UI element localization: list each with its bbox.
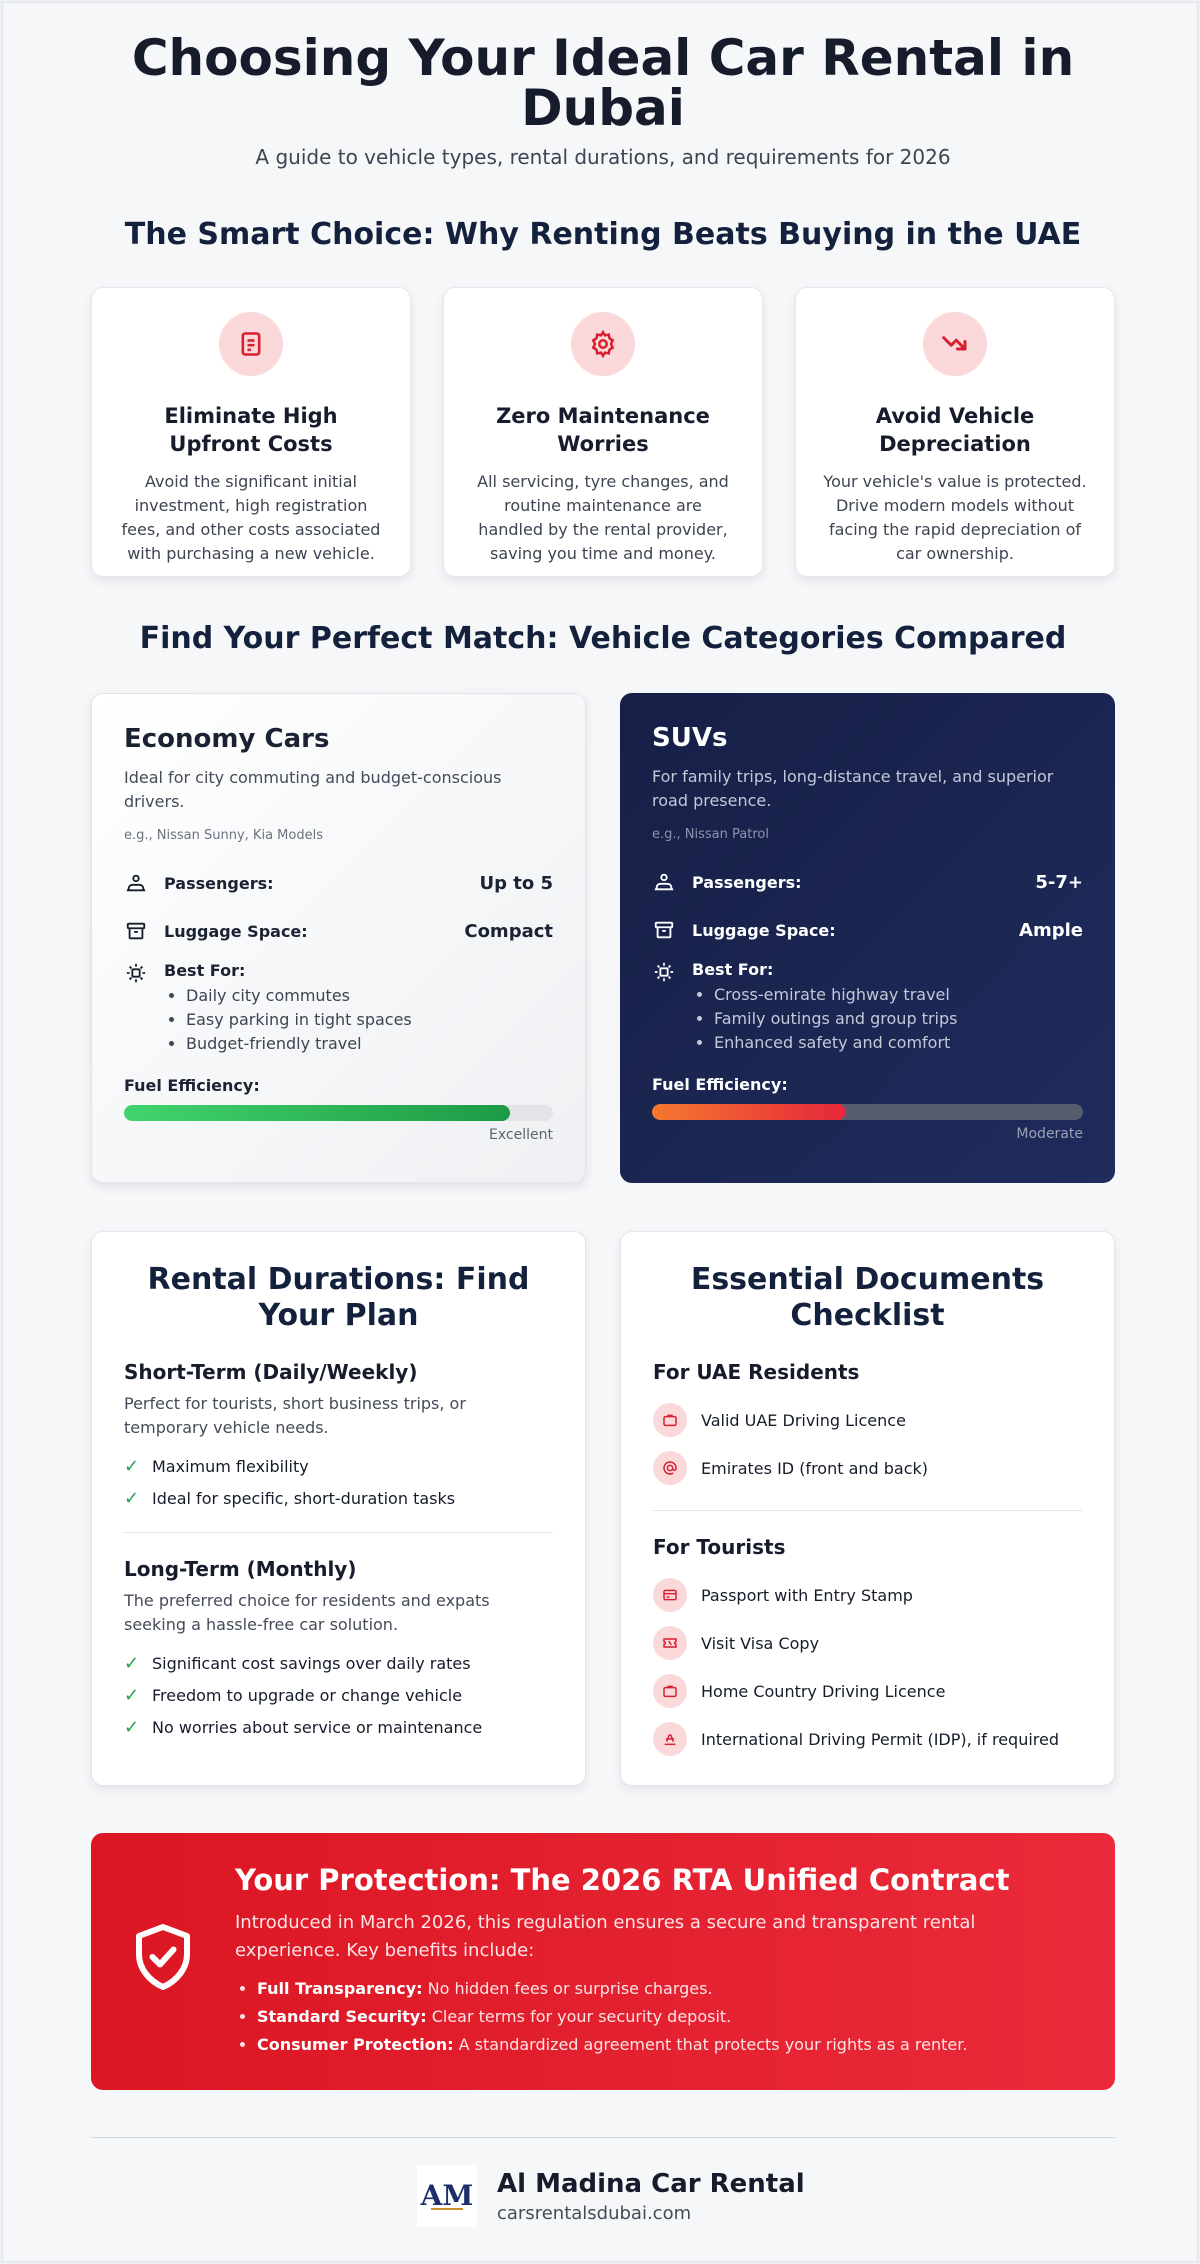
best-for-list [692, 983, 1083, 1055]
categories-section-title: Find Your Perfect Match: Vehicle Categories Compared [139, 621, 1067, 656]
list-item: • Enhanced safety and comfort [714, 1031, 1083, 1055]
luggage-icon [124, 919, 148, 943]
luggage-row [652, 906, 1083, 954]
passengers-icon [652, 870, 676, 894]
plan-point [124, 1679, 553, 1711]
fuel-label: Fuel Efficiency: [652, 1075, 788, 1094]
benefit-text: All servicing, tyre changes, and routine maintenance are handled by the rental provider, saving you time and money. [477, 472, 729, 563]
fuel-efficiency-fill [124, 1105, 510, 1121]
plan-point [124, 1647, 553, 1679]
best-for [124, 961, 553, 1056]
passengers-row [652, 858, 1083, 906]
page [2, 2, 1198, 2262]
benefit-text: Avoid the significant initial investment, high registration fees, and other costs associated with purchasing a new vehicle. [121, 472, 381, 563]
luggage-row [124, 907, 553, 955]
plan-description: The preferred choice for residents and expats seeking a hassle-free car solution. [124, 1591, 490, 1634]
brand-name: Al Madina Car Rental [497, 2168, 805, 2199]
benefit-text: Clear terms for your security deposit. [426, 2007, 732, 2026]
protection-intro: Introduced in March 2026, this regulation ensures a secure and transparent rental experience. Key benefits include: [235, 1912, 976, 1961]
why-section-title: The Smart Choice: Why Renting Beats Buying in the UAE [124, 217, 1082, 252]
card-icon [653, 1578, 687, 1612]
plan-point-text: Ideal for specific, short-duration tasks [152, 1488, 456, 1508]
benefit-label: Consumer Protection: [257, 2035, 454, 2054]
documents-checklist-card [620, 1231, 1115, 1786]
benefit-label: Standard Security: [257, 2007, 427, 2026]
trending-down-icon [923, 312, 987, 376]
check-icon: ✓ [124, 1716, 140, 1738]
fuel-efficiency-bar [124, 1105, 553, 1121]
document-item [653, 1444, 1082, 1492]
document-item [653, 1715, 1082, 1763]
hand-icon [653, 1722, 687, 1756]
plan-point [124, 1711, 553, 1743]
benefit-title: Eliminate High Upfront Costs [164, 404, 338, 456]
at-sign-icon [653, 1451, 687, 1485]
vehicle-example: e.g., Nissan Patrol [652, 827, 769, 842]
plan-description: Perfect for tourists, short business trips, or temporary vehicle needs. [124, 1394, 466, 1437]
benefit-text: A standardized agreement that protects your rights as a renter. [453, 2035, 968, 2054]
passengers-value: Up to 5 [479, 872, 553, 894]
plan-title: Short-Term (Daily/Weekly) [124, 1360, 418, 1384]
benefit-card-maintenance [443, 287, 763, 577]
document-label: Visit Visa Copy [701, 1633, 820, 1653]
list-item: • Daily city commutes [186, 984, 553, 1008]
fuel-label: Fuel Efficiency: [124, 1076, 260, 1095]
benefit-text: No hidden fees or surprise charges. [422, 1979, 713, 1998]
passengers-label: Passengers: [164, 873, 274, 893]
benefit-label: Full Transparency: [257, 1979, 423, 1998]
brand-url[interactable]: carsrentalsdubai.com [497, 2202, 692, 2224]
residents-title: For UAE Residents [653, 1360, 860, 1384]
divider [124, 1532, 553, 1533]
document-item [653, 1571, 1082, 1619]
passengers-value: 5-7+ [1035, 871, 1083, 893]
target-icon [124, 961, 148, 985]
document-label: Emirates ID (front and back) [701, 1458, 929, 1478]
list-item: • Budget-friendly travel [186, 1032, 553, 1056]
shield-check-icon [127, 1921, 199, 1993]
list-item: • Cross-emirate highway travel [714, 983, 1083, 1007]
brand-block [497, 2169, 805, 2224]
vehicle-card-economy [91, 693, 586, 1183]
benefit-card-costs [91, 287, 411, 577]
fuel-efficiency-fill [652, 1104, 846, 1120]
page-title: Choosing Your Ideal Car Rental in Dubai [131, 29, 1075, 137]
documents-title: Essential Documents Checklist [690, 1262, 1045, 1333]
best-for-list [164, 984, 553, 1056]
luggage-icon [652, 918, 676, 942]
durations-title: Rental Durations: Find Your Plan [147, 1262, 530, 1333]
protection-banner [91, 1833, 1115, 2090]
list-item [257, 2031, 1085, 2059]
tourists-title: For Tourists [653, 1535, 786, 1559]
document-label: Passport with Entry Stamp [701, 1585, 913, 1605]
check-icon: ✓ [124, 1684, 140, 1706]
document-label: International Driving Permit (IDP), if required [701, 1729, 1059, 1749]
document-item [653, 1667, 1082, 1715]
vehicle-description: Ideal for city commuting and budget-conscious drivers. [124, 768, 502, 811]
plan-title: Long-Term (Monthly) [124, 1557, 357, 1581]
best-for-label: Best For: [164, 961, 246, 980]
target-icon [652, 960, 676, 984]
check-icon: ✓ [124, 1652, 140, 1674]
receipt-icon [219, 312, 283, 376]
benefit-title: Zero Maintenance Worries [496, 404, 710, 456]
list-item: • Family outings and group trips [714, 1007, 1083, 1031]
document-item [653, 1619, 1082, 1667]
passengers-label: Passengers: [692, 872, 802, 892]
fuel-rating: Excellent [489, 1127, 553, 1143]
best-for [652, 960, 1083, 1055]
document-item [653, 1396, 1082, 1444]
benefit-title: Avoid Vehicle Depreciation [875, 404, 1035, 456]
list-item: • Easy parking in tight spaces [186, 1008, 553, 1032]
plan-point [124, 1450, 553, 1482]
check-icon: ✓ [124, 1455, 140, 1477]
best-for-label: Best For: [692, 960, 774, 979]
protection-benefits [235, 1975, 1085, 2059]
luggage-label: Luggage Space: [164, 921, 308, 941]
benefit-text: Your vehicle's value is protected. Drive modern models without facing the rapid depreciation of car ownership. [823, 472, 1087, 563]
document-label: Home Country Driving Licence [701, 1681, 946, 1701]
protection-title: Your Protection: The 2026 RTA Unified Contract [235, 1863, 1010, 1897]
fuel-efficiency-bar [652, 1104, 1083, 1120]
plan-point-text: No worries about service or maintenance [152, 1717, 483, 1737]
passengers-icon [124, 871, 148, 895]
list-item [257, 1975, 1085, 2003]
footer-divider [91, 2137, 1115, 2138]
document-label: Valid UAE Driving Licence [701, 1410, 906, 1430]
footer [417, 2165, 805, 2227]
divider [653, 1510, 1082, 1511]
briefcase-icon [653, 1674, 687, 1708]
luggage-value: Ample [1019, 919, 1083, 941]
vehicle-description: For family trips, long-distance travel, and superior road presence. [652, 767, 1054, 810]
vehicle-name: SUVs [652, 723, 728, 753]
gear-icon [571, 312, 635, 376]
luggage-value: Compact [464, 920, 553, 942]
page-subtitle: A guide to vehicle types, rental durations, and requirements for 2026 [255, 145, 951, 169]
benefit-card-depreciation [795, 287, 1115, 577]
vehicle-name: Economy Cars [124, 724, 330, 754]
passengers-row [124, 859, 553, 907]
plan-point-text: Significant cost savings over daily rates [152, 1653, 471, 1673]
check-icon: ✓ [124, 1487, 140, 1509]
list-item [257, 2003, 1085, 2031]
fuel-rating: Moderate [1016, 1126, 1083, 1142]
luggage-label: Luggage Space: [692, 920, 836, 940]
briefcase-icon [653, 1403, 687, 1437]
plan-point [124, 1482, 553, 1514]
plan-point-text: Freedom to upgrade or change vehicle [152, 1685, 463, 1705]
svg-text:AM: AM [420, 2179, 474, 2212]
vehicle-example: e.g., Nissan Sunny, Kia Models [124, 828, 323, 843]
rental-durations-card [91, 1231, 586, 1786]
plan-point-text: Maximum flexibility [152, 1456, 309, 1476]
vehicle-card-suv [620, 693, 1115, 1183]
company-logo [417, 2165, 477, 2227]
ticket-icon [653, 1626, 687, 1660]
